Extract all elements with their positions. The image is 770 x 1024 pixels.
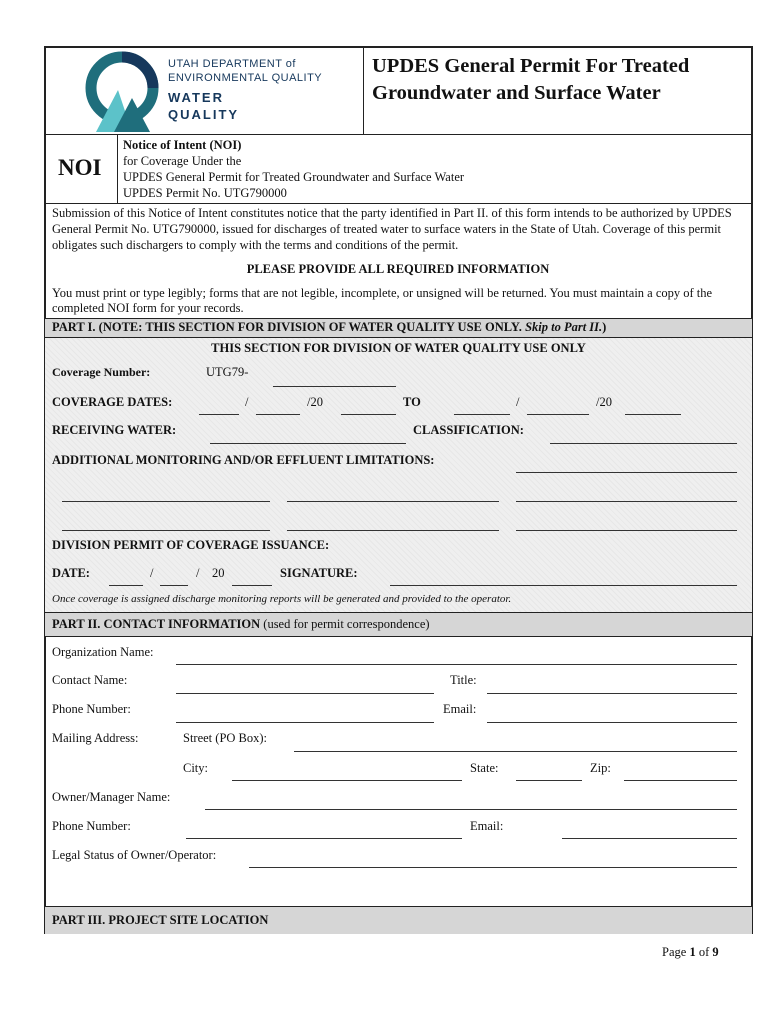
city-field[interactable] [232,780,462,781]
title-field[interactable] [487,693,737,694]
issuance-year-prefix: 20 [212,566,225,580]
state-field[interactable] [516,780,582,781]
end-year-field[interactable] [625,414,681,415]
additional-line-3a[interactable] [62,530,270,531]
logo-line-3: WATER [168,90,224,105]
noi-label: NOI [58,155,102,180]
part2-heading [52,617,430,632]
page-of: of [698,945,710,959]
issuance-day-field[interactable] [160,585,188,586]
start-month-field[interactable] [199,414,239,415]
mailing-address-label: Mailing Address: [52,731,139,745]
zip-label: Zip: [590,761,611,775]
part1-heading-text: PART I. (NOTE: THIS SECTION FOR DIVISION OF WATER QUALITY USE ONLY. [52,320,522,334]
part1-subheading: THIS SECTION FOR DIVISION OF WATER QUALITY USE ONLY [211,341,586,355]
noi-line-2: for Coverage Under the [123,154,242,168]
receiving-water-field[interactable] [210,443,406,444]
owner-phone-field[interactable] [186,838,462,839]
issuance-label: DIVISION PERMIT OF COVERAGE ISSUANCE: [52,538,330,552]
zip-field[interactable] [624,780,737,781]
start-day-field[interactable] [256,414,300,415]
issuance-month-field[interactable] [109,585,143,586]
owner-email-field[interactable] [562,838,737,839]
additional-line-3c[interactable] [516,530,737,531]
city-label: City: [183,761,209,775]
classification-field[interactable] [550,443,737,444]
additional-line-2b[interactable] [287,501,499,502]
owner-phone-label: Phone Number: [52,819,131,833]
coverage-number-field[interactable] [273,386,396,387]
end-month-field[interactable] [454,414,510,415]
part2-heading-text: PART II. CONTACT INFORMATION [52,617,261,631]
skip-to-part2-link[interactable]: Skip to Part II. [525,320,603,334]
additional-line-1[interactable] [516,472,737,473]
form-title: UPDES General Permit For Treated Groundwater and Surface Water [372,55,690,104]
logo-line-1: UTAH DEPARTMENT of [168,58,296,70]
owner-email-label: Email: [470,819,504,833]
submission-paragraph: Submission of this Notice of Intent constitutes notice that the party identified in Part II. of this form intends to be authorized by UPDES General Permit No. UTG790000, issued for discharges of treated water to surface waters in the State of Utah. Coverage of this permit obligates such dischargers to comply with the terms and conditions of the permit. [52,206,732,252]
phone-number-field[interactable] [176,722,434,723]
owner-manager-name-label: Owner/Manager Name: [52,790,171,804]
legal-status-label: Legal Status of Owner/Operator: [52,848,217,862]
water-quality-logo-icon [82,50,162,134]
receiving-water-label: RECEIVING WATER: [52,423,177,437]
end-date-slash: / [516,395,520,409]
noi-line-3: UPDES General Permit for Treated Groundwater and Surface Water [123,170,465,184]
coverage-dates-label: COVERAGE DATES: [52,395,173,409]
deq-logo [82,50,342,134]
end-day-field[interactable] [527,414,589,415]
additional-line-3b[interactable] [287,530,499,531]
page-number [662,945,719,960]
start-year-field[interactable] [341,414,396,415]
part1-heading [52,320,606,335]
contact-name-field[interactable] [176,693,434,694]
coverage-note: Once coverage is assigned discharge monitoring reports will be generated and provided to the operator. [52,593,512,605]
noi-line-4: UPDES Permit No. UTG790000 [123,186,287,200]
email-field[interactable] [487,722,737,723]
noi-line-1: Notice of Intent (NOI) [123,138,242,152]
page-current: 1 [689,945,696,959]
start-date-slash: / [245,395,249,409]
street-field[interactable] [294,751,737,752]
issuance-date-label: DATE: [52,566,90,580]
contact-name-label: Contact Name: [52,673,128,687]
issuance-slash-1: / [150,566,154,580]
noi-divider-vertical [117,134,118,204]
email-label: Email: [443,702,477,716]
additional-line-2c[interactable] [516,501,737,502]
street-label: Street (PO Box): [183,731,268,745]
phone-number-label: Phone Number: [52,702,131,716]
part2-heading-note: (used for permit correspondence) [263,617,430,631]
noi-bottom-divider [45,203,752,204]
signature-label: SIGNATURE: [280,566,358,580]
coverage-prefix: UTG79- [206,365,249,379]
organization-name-label: Organization Name: [52,645,154,659]
header-divider-vertical [363,47,364,135]
title-label: Title: [450,673,477,687]
required-info-heading: PLEASE PROVIDE ALL REQUIRED INFORMATION [246,262,550,276]
to-label: TO [403,395,421,409]
legal-status-field[interactable] [249,867,737,868]
issuance-slash-2: / [196,566,200,580]
part3-heading: PART III. PROJECT SITE LOCATION [52,913,269,927]
part1-heading-close: ) [602,320,607,334]
start-year-prefix: /20 [307,395,323,409]
signature-field[interactable] [390,585,737,586]
additional-line-2a[interactable] [62,501,270,502]
page-prefix: Page [662,945,687,959]
state-label: State: [470,761,499,775]
page-total: 9 [712,945,719,959]
additional-monitoring-label: ADDITIONAL MONITORING AND/OR EFFLUENT LIMITATIONS: [52,453,435,467]
issuance-year-field[interactable] [232,585,272,586]
coverage-number-label: Coverage Number: [52,365,151,379]
logo-line-2: ENVIRONMENTAL QUALITY [168,72,323,84]
owner-manager-name-field[interactable] [205,809,737,810]
organization-name-field[interactable] [176,664,737,665]
classification-label: CLASSIFICATION: [413,423,524,437]
header-divider [45,134,752,135]
logo-line-4: QUALITY [168,107,240,122]
end-year-prefix: /20 [596,395,612,409]
instructions-paragraph: You must print or type legibly; forms that are not legible, incomplete, or unsigned will be returned. You must maintain a copy of the completed NOI form for your records. [52,286,713,315]
